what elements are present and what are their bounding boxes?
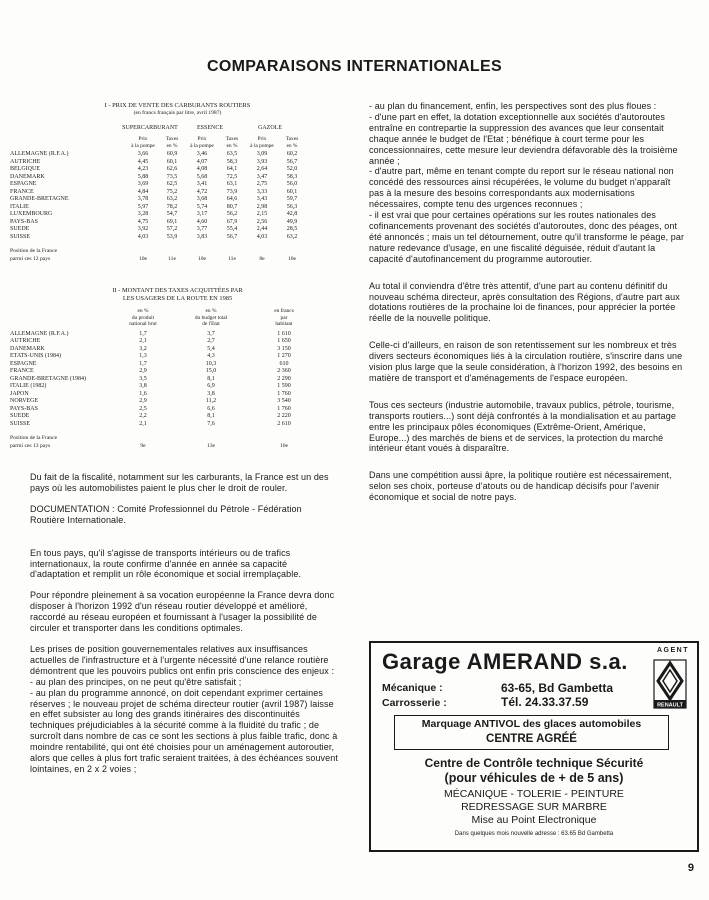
table-row [10,204,345,212]
value-cell: 3 540 [277,398,291,405]
table-body [10,151,345,241]
value-cell: 60,2 [286,151,298,158]
country-cell: LUXEMBOURG [10,211,53,218]
marquage-text: Marquage ANTIVOL des glaces automobiles [421,718,642,730]
subhead: Prix [138,136,148,143]
value-cell: 4,3 [207,353,215,360]
table-row [10,391,345,399]
value-cell: 58,3 [226,158,238,165]
value-cell: 3,2 [139,345,147,352]
value-cell: 59,7 [286,196,298,203]
subhead: en % [286,142,298,149]
value-cell: 2,56 [256,218,268,225]
value-cell: 56,7 [286,158,298,165]
renault-logo-icon [653,659,687,709]
value-cell: 4,03 [137,233,149,240]
value-cell: 3,09 [256,151,268,158]
table-row [10,376,345,384]
controle-line2: (pour véhicules de + de 5 ans) [444,771,624,785]
position-value: 10e [279,442,289,449]
col-head: habitant [275,321,293,328]
value-cell: 67,9 [226,218,238,225]
position-value: 11e [168,255,176,262]
right-column-text [369,101,687,513]
value-cell: 4,84 [137,188,149,195]
value-cell: 3,69 [137,181,149,188]
value-cell: 63,2 [166,196,178,203]
value-cell: 4,60 [196,218,208,225]
country-cell: NORVEGE [10,398,39,405]
paragraph: Tous ces secteurs (industrie automobile, travaux publics, pétrole, tourisme, transports routiers...) sont déjà confrontés à la mondialisation et au partage entre les principaux pôles économiques (Extrême-Orient, Amérique, Europe...) des marchés de biens et de services, la protection du marché intérieur étant voués à disparaître. [369,399,676,454]
value-cell: 2 610 [277,420,291,427]
value-cell: 2,15 [256,211,268,218]
subhead: Prix [197,136,207,143]
subhead: Taxes [165,136,179,143]
value-cell: 1 760 [277,405,291,412]
services-line1: MÉCANIQUE - TOLERIE - PEINTURE [444,788,624,800]
value-cell: 3,66 [137,151,149,158]
col-head: du produit [131,314,155,321]
group-essence: ESSENCE [196,124,223,131]
country-cell: FRANCE [10,188,34,195]
value-cell: 3,17 [196,211,208,218]
garage-advertisement [369,641,699,852]
position-value: 8e [259,255,265,262]
country-cell: ITALIE (1982) [10,383,47,390]
value-cell: 60,9 [166,151,178,158]
country-cell: PAYS-BAS [10,405,38,412]
value-cell: 56,7 [226,233,238,240]
garage-name: Garage AMERAND s.a. [382,649,628,674]
value-cell: 4,08 [196,166,208,173]
table-row [10,219,345,227]
subhead: Taxes [285,136,299,143]
group-gazole: GAZOLE [258,124,282,131]
paragraph: Du fait de la fiscalité, notamment sur les carburants, la France est un des pays où les automobilistes paient le plus cher le droit de rouler. [30,472,329,493]
table-row [10,151,345,159]
table-row [10,189,345,197]
paragraph: - d'une part en effet, la dotation exceptionnelle aux sociétés d'autoroutes entraîne en contrepartie la suppression des avances que leur consentait chaque année le budget de l'Etat ; bénéfique à court terme pour les concessionnaires, cette mesure leur deviendra défavorable dès la troisième année ; [369,111,678,166]
value-cell: 2,1 [139,420,147,427]
subhead: Prix [257,136,267,143]
value-cell: 1,7 [139,330,147,337]
position-row [10,435,345,450]
centre-agree-text: CENTRE AGRÉÉ [486,733,577,745]
value-cell: 2 360 [277,368,291,375]
carrosserie-label: Carrosserie : [382,697,447,709]
value-cell: 56,3 [286,203,298,210]
paragraph: - au plan du programme annoncé, on doit cependant exprimer certaines réserves ; le nouveau projet de schéma directeur routier (avril 1987) laisse en effet subsister au long des grands itinéraires des discontinuités techniques préjudiciables à la sécurité comme à la fluidité du trafic ; de surcroît dans nombre de cas ce sont les sections à plus faible trafic, donc à moindre rentabilité, qui ont été choisies pour un aménagement autoroutier, alors que celles à plus fort trafic seraient traitées, à des échéances souvent lointaines, en 2 x 2 voies ; [30,687,338,774]
subhead: à la pompe [250,142,274,149]
garage-address: 63-65, Bd Gambetta [501,681,614,695]
group-supercarburant: SUPERCARBURANT [122,124,178,131]
paragraph: DOCUMENTATION : Comité Professionnel du Pétrole - Fédération Routière Internationale. [30,503,302,525]
value-cell: 3,78 [137,196,149,203]
country-cell: GRANDE-BRETAGNE (1984) [10,375,87,382]
value-cell: 6,9 [207,383,215,390]
value-cell: 8,1 [207,375,215,382]
value-cell: 80,7 [226,203,238,210]
country-cell: DANEMARK [10,173,45,180]
value-cell: 610 [279,360,289,367]
value-cell: 64,6 [226,196,238,203]
table-row [10,406,345,414]
country-cell: SUEDE [10,226,30,233]
value-cell: 64,1 [226,166,238,173]
country-cell: ETATS-UNIS (1984) [10,353,62,360]
position-value: 11e [228,255,236,262]
value-cell: 63,1 [226,181,238,188]
subhead: Taxes [225,136,239,143]
value-cell: 57,2 [166,226,178,233]
table-row [10,181,345,189]
country-cell: ITALIE [10,203,29,210]
value-cell: 2 290 [277,375,291,382]
value-cell: 3,83 [196,233,208,240]
value-cell: 60,1 [166,158,178,165]
value-cell: 4,45 [137,158,149,165]
value-cell: 2,9 [139,368,147,375]
value-cell: 75,2 [166,188,178,195]
country-cell: ESPAGNE [10,360,37,367]
value-cell: 54,7 [166,211,178,218]
value-cell: 3,92 [137,226,149,233]
table-header [10,308,345,328]
value-cell: 4,75 [137,218,149,225]
country-cell: SUISSE [10,420,31,427]
value-cell: 8,1 [207,413,215,420]
value-cell: 28,5 [286,226,298,233]
value-cell: 11,2 [205,398,217,405]
value-cell: 78,2 [166,203,178,210]
table-subcaption: (en francs français par litre, avril 1987) [133,109,222,116]
paragraph: - au plan des principes, on ne peut qu'être satisfait ; [30,676,242,687]
table-row [10,166,345,174]
country-cell: AUTRICHE [10,158,41,165]
table-row [10,413,345,421]
value-cell: 3,28 [137,211,149,218]
table-row [10,174,345,182]
col-head: du budget total [194,314,228,321]
value-cell: 52,0 [286,166,298,173]
services-line3: Mise au Point Electronique [471,814,597,826]
table-row [10,331,345,339]
country-cell: FRANCE [10,368,34,375]
value-cell: 7,6 [207,420,215,427]
value-cell: 3,47 [256,173,268,180]
subhead: en % [166,142,178,149]
value-cell: 2,44 [256,226,268,233]
value-cell: 55,4 [226,226,238,233]
position-value: 10e [197,255,207,262]
country-cell: AUTRICHE [10,338,41,345]
paragraph: Pour répondre pleinement à sa vocation européenne la France devra donc disposer à l'horizon 1992 d'un réseau routier développé et amélioré, raccordé au réseau européen et fournissant à l'usager la possibilité de circuler et transporter dans les conditions optimales. [30,590,335,634]
subhead: en % [226,142,238,149]
paragraph: Dans une compétition aussi âpre, la politique routière est nécessairement, selon ses choix, porteuse d'atouts ou de handicap décisifs pour l'avenir économique et social de notre pays. [369,470,672,503]
value-cell: 53,9 [166,233,178,240]
value-cell: 2 220 [277,413,291,420]
paragraph: En tous pays, qu'il s'agisse de transports intérieurs ou de trafics internationaux, la route confirme d'année en année sa capacité d'adaptation et remplit un rôle économique et social irremplaçable. [30,547,302,580]
value-cell: 73,5 [166,173,178,180]
logo-text: RENAULT [657,702,683,709]
value-cell: 2,5 [139,405,147,412]
table-row [10,159,345,167]
paragraph: - au plan du financement, enfin, les perspectives sont des plus floues : [369,101,657,111]
country-cell: DANEMARK [10,345,45,352]
value-cell: 5,4 [207,345,215,352]
paragraph: - d'autre part, même en tenant compte du report sur le réseau national non concédé des ressources ainsi récupérées, le volume du budget n'apparaît pas à la mesure des besoins correspondants aux modernisations nécessaires, compte tenu des urgences reconnues ; [369,166,674,210]
controle-line1: Centre de Contrôle technique Sécurité [424,756,644,770]
table-caption: II - MONTANT DES TAXES ACQUITTÉES PAR [112,287,243,294]
position-label: Position de la France [10,435,58,442]
value-cell: 56,2 [226,211,238,218]
value-cell: 5,97 [137,203,149,210]
position-value: 9e [140,442,146,449]
table-row [10,234,345,242]
table-body [10,331,345,429]
value-cell: 3,43 [256,196,268,203]
value-cell: 1 270 [277,353,291,360]
value-cell: 4,03 [256,233,268,240]
value-cell: 2,75 [256,181,268,188]
value-cell: 60,1 [286,188,298,195]
col-head: de l'Etat [202,321,220,328]
value-cell: 1 650 [277,338,291,345]
new-address-note: Dans quelques mois nouvelle adresse : 63.65 Bd Gambetta [454,831,614,837]
table-row [10,226,345,234]
garage-phone: Tél. 24.33.37.59 [501,695,589,709]
position-label: Position de la France [10,248,58,255]
country-cell: SUISSE [10,233,31,240]
value-cell: 1 760 [277,390,291,397]
table-group-header [120,125,345,133]
col-head: par [280,314,288,321]
value-cell: 63,5 [226,151,238,158]
antivol-box [394,715,669,750]
value-cell: 2,64 [256,166,268,173]
table-row [10,398,345,406]
page-number: 9 [687,862,694,874]
value-cell: 62,6 [166,166,178,173]
value-cell: 2,1 [139,338,147,345]
paragraph: Au total il conviendra d'être très attentif, d'une part au contenu définitif du nouveau schéma directeur, après consultation des Régions, d'autre part aux dotations routières de la prochaine loi de finances, pour apprécier la portée réelle de la nouvelle politique. [369,280,680,324]
left-column-text [30,472,338,785]
value-cell: 3,5 [139,375,147,382]
value-cell: 10,3 [205,360,217,367]
value-cell: 73,9 [226,188,238,195]
value-cell: 1 590 [277,383,291,390]
table-row [10,346,345,354]
value-cell: 3,7 [207,330,215,337]
table-row [10,421,345,429]
value-cell: 72,5 [226,173,238,180]
mecanique-label: Mécanique : [382,682,443,694]
table-row [10,368,345,376]
position-row [10,248,345,263]
country-cell: JAPON [10,390,29,397]
value-cell: 4,72 [196,188,208,195]
value-cell: 5,74 [196,203,208,210]
col-head: en % [205,308,217,315]
country-cell: ALLEMAGNE (R.F.A.) [10,330,69,337]
value-cell: 2,98 [256,203,268,210]
value-cell: 2,2 [139,413,147,420]
fuel-price-table [10,102,345,263]
value-cell: 3,8 [139,383,147,390]
position-value: 10e [287,255,297,262]
value-cell: 1,7 [139,360,147,367]
value-cell: 3 150 [277,345,291,352]
position-value: 10e [138,255,148,262]
table-caption: LES USAGERS DE LA ROUTE EN 1985 [122,294,233,302]
value-cell: 62,5 [166,181,178,188]
value-cell: 63,2 [286,233,298,240]
value-cell: 3,8 [207,390,215,397]
col-head: national brut [129,321,157,328]
paragraph: Les prises de position gouvernementales relatives aux insuffisances actuelles de l'infrastructure et à l'urgente nécessité d'une relance routière démontrent que les pouvoirs publics ont enfin pris conscience des enjeux : [30,643,335,676]
col-head: en % [137,308,149,315]
value-cell: 1,6 [139,390,147,397]
subhead: à la pompe [190,142,214,149]
country-cell: GRANDE-BRETAGNE [10,196,69,203]
country-cell: SUEDE [10,413,30,420]
table-row [10,196,345,204]
road-tax-table [10,287,345,450]
paragraph: - il est vrai que pour certaines opérations sur les routes nationales des cofinancements provenant des sociétés d'autoroutes, donc des péages, ont été annoncés ; mais un tel détournement, outre qu'il transforme le péage, par nature redevance d'usage, en une fiscalité déguisée, réduit d'autant la capacité d'autofinancement du programme autoroutier. [369,210,685,264]
value-cell: 1,3 [139,353,147,360]
country-cell: PAYS-BAS [10,218,38,225]
value-cell: 2,9 [139,398,147,405]
value-cell: 58,3 [286,173,298,180]
country-cell: ALLEMAGNE (R.F.A.) [10,151,69,158]
value-cell: 3,33 [256,188,268,195]
value-cell: 4,23 [137,166,149,173]
table-row [10,211,345,219]
col-head: en francs [274,308,294,315]
table-caption: I - PRIX DE VENTE DES CARBURANTS ROUTIERS [104,102,251,109]
position-value: 13e [206,442,216,449]
table-row [10,383,345,391]
table-subheader [10,136,345,149]
value-cell: 3,46 [196,151,208,158]
value-cell: 15,0 [205,368,217,375]
position-label: parmi ces 13 pays [10,442,51,449]
value-cell: 42,8 [286,211,298,218]
agent-label: AGENT [657,647,689,654]
value-cell: 3,41 [196,181,208,188]
value-cell: 1 610 [277,330,291,337]
page-title: COMPARAISONS INTERNATIONALES [207,58,502,75]
value-cell: 69,1 [166,218,178,225]
subhead: à la pompe [131,142,155,149]
value-cell: 4,07 [196,158,208,165]
country-cell: BELGIQUE [10,166,40,173]
value-cell: 56,0 [286,181,298,188]
position-label: parmi ces 12 pays [10,255,51,262]
value-cell: 3,77 [196,226,208,233]
value-cell: 5,68 [196,173,208,180]
value-cell: 49,9 [286,218,298,225]
value-cell: 3,68 [196,196,208,203]
country-cell: ESPAGNE [10,181,37,188]
value-cell: 5,88 [137,173,149,180]
value-cell: 3,93 [256,158,268,165]
table-row [10,353,345,361]
value-cell: 2,7 [207,338,215,345]
value-cell: 6,6 [207,405,215,412]
services-line2: REDRESSAGE SUR MARBRE [461,801,607,813]
paragraph: Celle-ci d'ailleurs, en raison de son retentissement sur les nombreux et très divers secteurs économiques liés à la circulation routière, s'inscrire dans une vision plus large que la seule considération, à l'horizon 1992, des besoins en matière de transport et d'aménagements de l'espace européen. [369,340,683,383]
table-row [10,361,345,369]
table-row [10,338,345,346]
